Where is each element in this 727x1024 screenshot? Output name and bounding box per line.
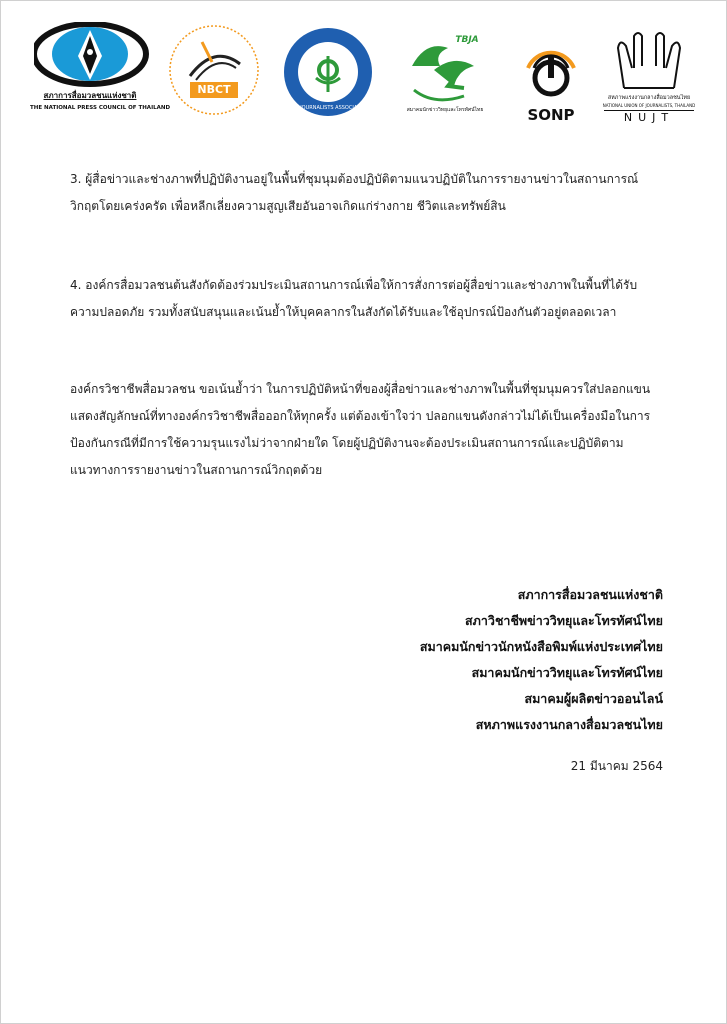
signatory-npct: สภาการสื่อมวลชนแห่งชาติ xyxy=(517,587,663,602)
npct-logo xyxy=(30,22,171,114)
tbja-acronym: TBJA xyxy=(455,35,479,45)
tbja-name-th: สมาคมนักข่าววิทยุและโทรทัศน์ไทย xyxy=(406,107,484,113)
signatory-tbja: สมาคมนักข่าววิทยุและโทรทัศน์ไทย xyxy=(471,665,663,680)
npct-name-th: สภาการสื่อมวลชนแห่งชาติ xyxy=(43,91,137,100)
signatory-tja: สมาคมนักข่าวนักหนังสือพิมพ์แห่งประเทศไทย xyxy=(419,639,663,654)
nujt-logo xyxy=(604,28,694,128)
signatory-nujt: สหภาพแรงงานกลางสื่อมวลชนไทย xyxy=(475,717,663,732)
sonp-acronym: SONP xyxy=(527,106,575,124)
nujt-name-en: NATIONAL UNION OF JOURNALISTS, THAILAND xyxy=(602,103,696,108)
sonp-logo xyxy=(516,26,586,126)
npct-name-en: THE NATIONAL PRESS COUNCIL OF THAILAND xyxy=(30,105,171,111)
document-date: 21 มีนาคม 2564 xyxy=(570,759,663,773)
nujt-name-th: สหภาพแรงงานกลางสื่อมวลชนไทย xyxy=(607,95,691,101)
signatory-sonp: สมาคมผู้ผลิตข่าวออนไลน์ xyxy=(524,691,663,706)
paragraph-closing: องค์กรวิชาชีพสื่อมวลชน ขอเน้นย้ำว่า ในการปฏิบัติหน้าที่ของผู้สื่อข่าวและช่างภาพในพื้นที่ชุมนุมควรใส่ปลอกแขนแสดงสัญลักษณ์ที่ทางองค์กรวิชาชีพสื่อออกให้ทุกครั้ง แต่ต้องเข้าใจว่า ปลอกแขนดังกล่าวไม่ได้เป็นเครื่องมือในการป้องกันกรณีที่มีการใช้ความรุนแรงไม่ว่าจากฝ่ายใด โดยผู้ปฏิบัติงานจะต้องประเมินสถานการณ์และปฏิบัติตามแนวทางการรายงานข่าวในสถานการณ์วิกฤตด้วย xyxy=(70,382,651,477)
nbct-logo xyxy=(166,24,262,116)
signatory-nbct: สภาวิชาชีพข่าววิทยุและโทรทัศน์ไทย xyxy=(465,613,663,628)
nbct-acronym: NBCT xyxy=(197,83,231,96)
nujt-acronym: NUJT xyxy=(604,110,694,124)
tbja-logo xyxy=(404,36,488,118)
paragraph-4: 4. องค์กรสื่อมวลชนต้นสังกัดต้องร่วมประเมินสถานการณ์เพื่อให้การสั่งการต่อผู้สื่อข่าวและช่างภาพในพื้นที่ได้รับความปลอดภัย รวมทั้งสนับสนุนและเน้นย้ำให้บุคคลากรในสังกัดได้รับและใช้อุปกรณ์ป้องกันตัวอยู่ตลอดเวลา xyxy=(70,278,638,319)
paragraph-3: 3. ผู้สื่อข่าวและช่างภาพที่ปฏิบัติงานอยู่ในพื้นที่ชุมนุมต้องปฏิบัติตามแนวปฏิบัติในการรายงานข่าวในสถานการณ์วิกฤตโดยเคร่งครัด เพื่อหลีกเลี่ยงความสูญเสียอันอาจเกิดแก่ร่างกาย ชีวิตและทรัพย์สิน xyxy=(70,172,639,213)
logo-row xyxy=(30,22,696,134)
tja-name-en: THAI JOURNALISTS ASSOCIATION xyxy=(286,105,370,111)
tja-logo xyxy=(282,26,374,118)
